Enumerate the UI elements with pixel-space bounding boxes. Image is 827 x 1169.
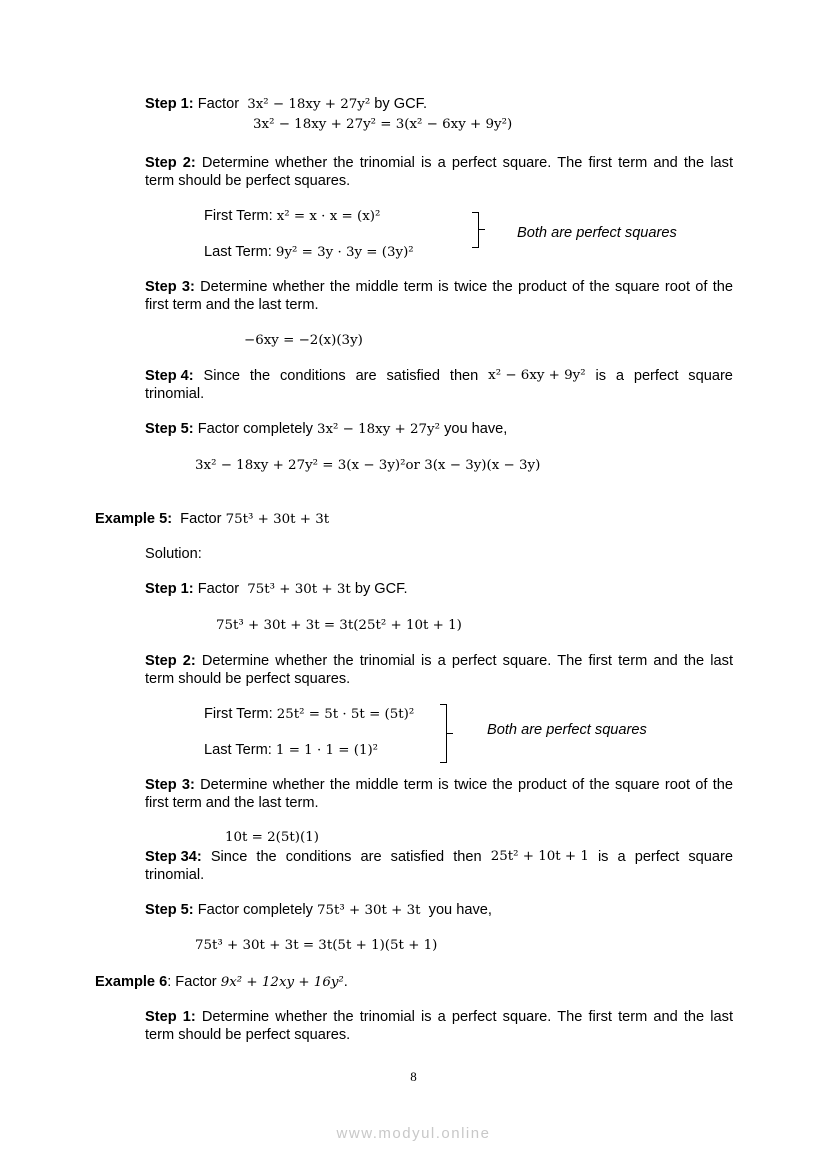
ex5-step4-paragraph: Step 34: Since the conditions are satisfied then 25t² + 10t + 1 is a perfect square trinomial.: [145, 849, 733, 883]
step2-paragraph: Step 2: Determine whether the trinomial is a perfect square. The first term and the last term should be perfect squares.: [145, 155, 733, 189]
ex5-step1-line: Step 1: Factor 75t³ + 30t + 3t by GCF.: [145, 581, 408, 597]
perfect-squares-note: Both are perfect squares: [517, 225, 677, 241]
ex5-step5-line: Step 5: Factor completely 75t³ + 30t + 3t you have,: [145, 902, 492, 918]
page-number: 8: [410, 1069, 417, 1084]
example6-heading: Example 6: Factor 9x² + 12xy + 16y².: [95, 974, 348, 990]
step-label: Step 1:: [145, 96, 194, 112]
first-term-line: First Term: x² = x · x = (x)²: [204, 208, 381, 224]
example5-heading: Example 5: Factor 75t³ + 30t + 3t: [95, 511, 330, 527]
step5-equation: 3x² − 18xy + 27y² = 3(x − 3y)²or 3(x − 3y)(x − 3y): [195, 458, 541, 473]
step1-line: Step 1: Factor 3x² − 18xy + 27y² by GCF.: [145, 96, 428, 112]
step3-equation: −6xy = −2(x)(3y): [244, 333, 363, 348]
ex5-first-term-line: First Term: 25t² = 5t · 5t = (5t)²: [204, 706, 415, 722]
ex5-step3-equation: 10t = 2(5t)(1): [225, 830, 319, 845]
ex5-last-term-line: Last Term: 1 = 1 · 1 = (1)²: [204, 742, 379, 758]
right-brace: [472, 212, 479, 248]
step1-equation: 3x² − 18xy + 27y² = 3(x² − 6xy + 9y²): [253, 117, 513, 132]
ex5-perfect-squares-note: Both are perfect squares: [487, 722, 647, 738]
ex5-step3-paragraph: Step 3: Determine whether the middle term is twice the product of the square root of the first term and the last term.: [145, 777, 733, 811]
ex5-step1-equation: 75t³ + 30t + 3t = 3t(25t² + 10t + 1): [216, 618, 462, 633]
step3-paragraph: Step 3: Determine whether the middle term is twice the product of the square root of the first term and the last term.: [145, 279, 733, 313]
watermark: www.modyul.online: [336, 1125, 491, 1142]
ex5-step2-paragraph: Step 2: Determine whether the trinomial is a perfect square. The first term and the last term should be perfect squares.: [145, 653, 733, 687]
last-term-line: Last Term: 9y² = 3y · 3y = (3y)²: [204, 244, 414, 260]
right-brace: [440, 704, 447, 763]
math-expr: 3x² − 18xy + 27y²: [247, 97, 371, 112]
step5-line: Step 5: Factor completely 3x² − 18xy + 27y² you have,: [145, 421, 508, 437]
ex6-step1-paragraph: Step 1: Determine whether the trinomial is a perfect square. The first term and the last term should be perfect squares.: [145, 1009, 733, 1043]
ex5-step5-equation: 75t³ + 30t + 3t = 3t(5t + 1)(5t + 1): [195, 938, 438, 953]
step4-paragraph: Step 4: Since the conditions are satisfied then x² − 6xy + 9y² is a perfect square trinomial.: [145, 368, 733, 402]
solution-label: Solution:: [145, 546, 202, 562]
